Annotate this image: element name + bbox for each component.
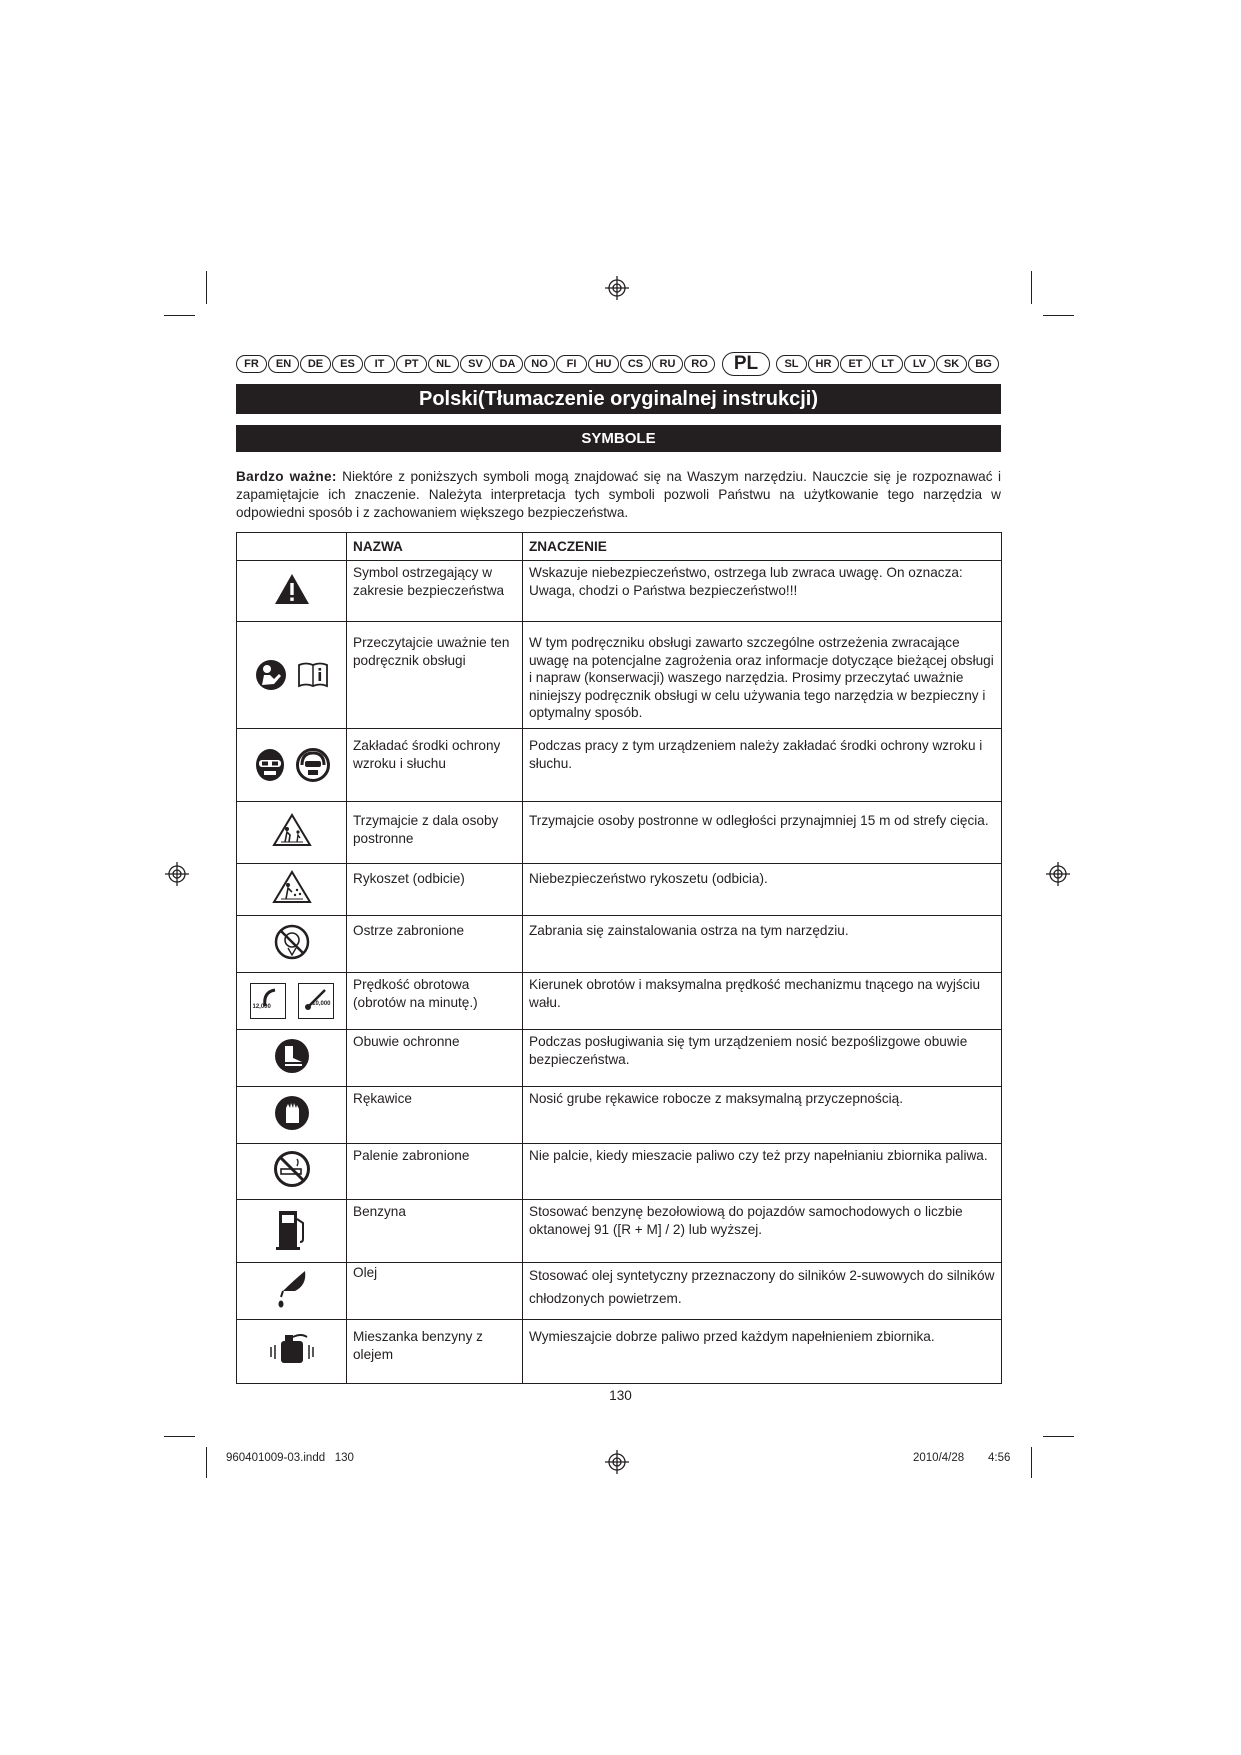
fuel-mix-icon — [267, 1329, 317, 1369]
symbols-table — [236, 532, 1002, 1384]
table-row — [237, 1030, 1002, 1087]
symbol-name: Trzymajcie z dala osoby postronne — [347, 802, 523, 864]
crop-mark — [1031, 271, 1032, 304]
crop-mark — [1031, 1447, 1032, 1478]
language-tab-ru[interactable]: RU — [652, 355, 683, 373]
gloves-icon — [274, 1095, 310, 1131]
language-tab-it[interactable]: IT — [364, 355, 395, 373]
icon-cell — [237, 1030, 347, 1087]
page-title: Polski(Tłumaczenie oryginalnej instrukcji) — [236, 384, 1001, 414]
footer-file: 960401009-03.indd 130 — [226, 1452, 354, 1464]
language-tab-pt[interactable]: PT — [396, 355, 427, 373]
table-row — [237, 916, 1002, 973]
keep-bystanders-away-icon — [272, 813, 312, 847]
table-row — [237, 1263, 1002, 1320]
symbol-meaning: Nie palcie, kiedy mieszacie paliwo czy też przy napełnianiu zbiornika paliwa. — [523, 1144, 1002, 1200]
language-tab-fi[interactable]: FI — [556, 355, 587, 373]
icon-cell — [237, 622, 347, 729]
symbol-name: Obuwie ochronne — [347, 1030, 523, 1087]
language-tab-en[interactable]: EN — [268, 355, 299, 373]
read-manual-icon — [255, 659, 287, 691]
language-tab-hu[interactable]: HU — [588, 355, 619, 373]
registration-mark-icon — [605, 1450, 629, 1474]
language-tab-ro[interactable]: RO — [684, 355, 715, 373]
table-row — [237, 729, 1002, 802]
icon-cell — [237, 1144, 347, 1200]
table-row — [237, 1320, 1002, 1384]
goggles-mask-icon — [254, 748, 286, 782]
speed-value: 10,000 — [312, 1000, 331, 1007]
crop-mark — [164, 1436, 195, 1437]
crop-mark — [164, 315, 195, 316]
intro-text: Niektóre z poniższych symboli mogą znajdować się na Waszym narzędziu. Nauczcie się je rozpoznawać i zapamiętajcie ich znaczenie. Należyta interpretacja tych symboli pozwoli Państwu na użytkowanie tego narzędzia w odpowiedni sposób i z zachowaniem większego bezpieczeństwa. — [236, 469, 1001, 520]
intro-bold: Bardzo ważne: — [236, 469, 337, 484]
symbol-name: Benzyna — [347, 1200, 523, 1263]
language-tab-sk[interactable]: SK — [936, 355, 967, 373]
icon-cell — [237, 1087, 347, 1144]
language-tab-sl[interactable]: SL — [776, 355, 807, 373]
symbol-name: Rękawice — [347, 1087, 523, 1144]
registration-mark-icon — [1046, 862, 1070, 886]
symbol-meaning: Wskazuje niebezpieczeństwo, ostrzega lub zwraca uwagę. On oznacza: Uwaga, chodzi o Państwa bezpieczeństwo!!! — [523, 561, 1002, 622]
symbol-name: Zakładać środki ochrony wzroku i słuchu — [347, 729, 523, 802]
symbol-meaning: Podczas posługiwania się tym urządzeniem nosić bezpoślizgowe obuwie bezpieczeństwa. — [523, 1030, 1002, 1087]
symbol-name: Olej — [347, 1263, 523, 1320]
fuel-pump-icon — [275, 1207, 309, 1251]
no-smoking-icon — [273, 1150, 311, 1188]
symbol-name: Prędkość obrotowa (obrotów na minutę.) — [347, 973, 523, 1030]
symbol-meaning: W tym podręczniku obsługi zawarto szczególne ostrzeżenia zwracające uwagę na potencjalne zagrożenia oraz informacje dotyczące bieżącej obsługi i napraw (konserwacji) waszego narzędzia. Prosimy przeczytać uważnie niniejszy podręcznik obsługi w celu używania tego narzędzia w bezpieczny i optymalny sposób. — [523, 622, 1002, 729]
symbol-meaning: Niebezpieczeństwo rykoszetu (odbicia). — [523, 864, 1002, 916]
table-row — [237, 864, 1002, 916]
crop-mark — [1043, 1436, 1074, 1437]
language-tab-da[interactable]: DA — [492, 355, 523, 373]
rotation-speed-icon — [250, 983, 286, 1019]
speed-value: 12,000 — [252, 1003, 271, 1010]
crop-mark — [206, 271, 207, 304]
safety-boots-icon — [274, 1038, 310, 1074]
registration-mark-icon — [165, 862, 189, 886]
symbol-name: Przeczytajcie uważnie ten podręcznik obsługi — [347, 622, 523, 729]
symbol-name: Palenie zabronione — [347, 1144, 523, 1200]
table-row — [237, 1144, 1002, 1200]
icon-cell — [237, 973, 347, 1030]
icon-cell — [237, 1263, 347, 1320]
section-heading: SYMBOLE — [236, 425, 1001, 452]
symbol-name: Mieszanka benzyny z olejem — [347, 1320, 523, 1384]
header-icon-column — [237, 533, 347, 561]
language-tab-lt[interactable]: LT — [872, 355, 903, 373]
icon-cell — [237, 802, 347, 864]
rotation-speed-icon — [298, 983, 334, 1019]
ear-protection-icon — [296, 748, 330, 782]
intro-paragraph — [236, 468, 1001, 522]
language-tab-nl[interactable]: NL — [428, 355, 459, 373]
language-tab-es[interactable]: ES — [332, 355, 363, 373]
language-tab-bg[interactable]: BG — [968, 355, 999, 373]
table-row — [237, 802, 1002, 864]
symbol-meaning: Zabrania się zainstalowania ostrza na tym narzędziu. — [523, 916, 1002, 973]
page-number: 130 — [609, 1388, 632, 1403]
symbol-name: Ostrze zabronione — [347, 916, 523, 973]
icon-cell — [237, 729, 347, 802]
icon-cell — [237, 561, 347, 622]
language-tab-de[interactable]: DE — [300, 355, 331, 373]
manual-book-icon — [297, 661, 329, 689]
symbol-name: Symbol ostrzegający w zakresie bezpieczeństwa — [347, 561, 523, 622]
language-tab-hr[interactable]: HR — [808, 355, 839, 373]
language-tab-cs[interactable]: CS — [620, 355, 651, 373]
symbol-meaning: Stosować benzynę bezołowiową do pojazdów samochodowych o liczbie oktanowej 91 ([R + M] / 2) lub wyższej. — [523, 1200, 1002, 1263]
footer-date: 2010/4/28 — [913, 1452, 965, 1464]
symbol-meaning: Kierunek obrotów i maksymalna prędkość mechanizmu tnącego na wyjściu wału. — [523, 973, 1002, 1030]
language-tab-no[interactable]: NO — [524, 355, 555, 373]
language-tab-lv[interactable]: LV — [904, 355, 935, 373]
table-header-row — [237, 533, 1002, 561]
icon-cell — [237, 1320, 347, 1384]
registration-mark-icon — [605, 276, 629, 300]
ricochet-icon — [272, 870, 312, 904]
language-tab-fr[interactable]: FR — [236, 355, 267, 373]
no-blade-icon — [274, 924, 310, 960]
symbol-meaning: Podczas pracy z tym urządzeniem należy zakładać środki ochrony wzroku i słuchu. — [523, 729, 1002, 802]
icon-cell — [237, 864, 347, 916]
crop-mark — [1043, 315, 1074, 316]
symbol-meaning: Trzymajcie osoby postronne w odległości przynajmniej 15 m od strefy cięcia. — [523, 802, 1002, 864]
language-tab-sv[interactable]: SV — [460, 355, 491, 373]
table-row — [237, 561, 1002, 622]
table-row — [237, 1087, 1002, 1144]
language-selector-bar — [236, 353, 1001, 375]
symbol-name: Rykoszet (odbicie) — [347, 864, 523, 916]
table-row — [237, 622, 1002, 729]
header-meaning: ZNACZENIE — [523, 533, 1002, 561]
footer-time: 4:56 — [988, 1452, 1011, 1464]
symbol-meaning: Stosować olej syntetyczny przeznaczony do silników 2-suwowych do silników chłodzonych powietrzem. — [523, 1263, 1002, 1320]
table-row — [237, 973, 1002, 1030]
warning-triangle-icon — [273, 572, 311, 606]
symbol-meaning: Wymieszajcie dobrze paliwo przed każdym napełnieniem zbiornika. — [523, 1320, 1002, 1384]
icon-cell — [237, 1200, 347, 1263]
table-row — [237, 1200, 1002, 1263]
crop-mark — [206, 1447, 207, 1478]
header-name: NAZWA — [347, 533, 523, 561]
oil-can-icon — [275, 1267, 309, 1311]
language-tab-et[interactable]: ET — [840, 355, 871, 373]
icon-cell — [237, 916, 347, 973]
symbol-meaning: Nosić grube rękawice robocze z maksymalną przyczepnością. — [523, 1087, 1002, 1144]
language-tab-pl[interactable]: PL — [722, 352, 770, 376]
